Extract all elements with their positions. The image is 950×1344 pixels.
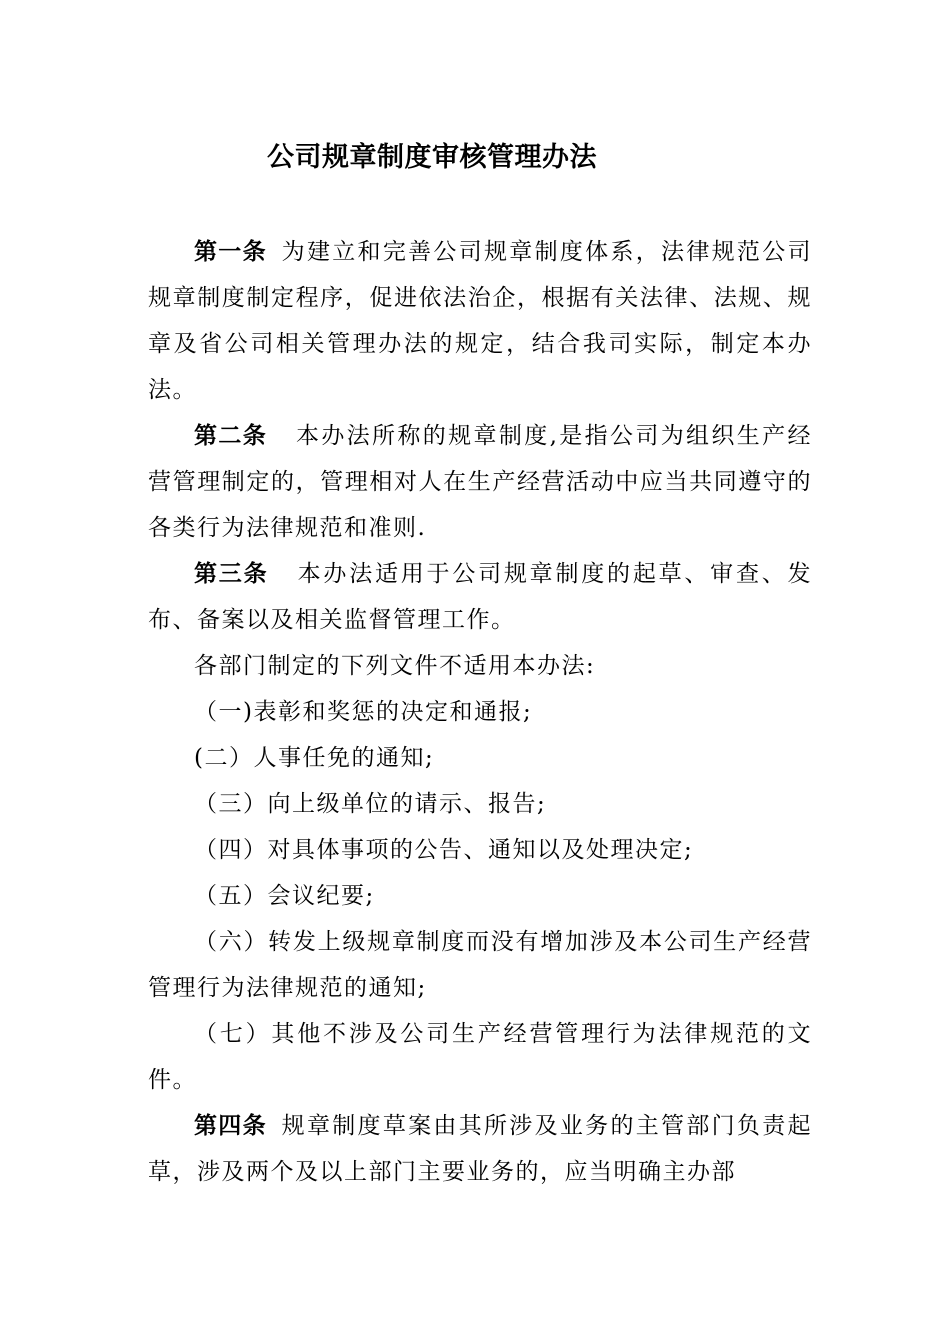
article-number: 第三条: [194, 560, 269, 587]
exclusion-item-3: （三）向上级单位的请示、报告;: [194, 791, 547, 817]
article-1: [148, 229, 812, 413]
article-3: [148, 551, 812, 643]
exclusion-item-4: （四）对具体事项的公告、通知以及处理决定;: [194, 837, 694, 863]
article-number: 第一条: [194, 238, 267, 265]
article-2: [148, 413, 812, 551]
exclusion-item-5: （五）会议纪要;: [194, 883, 375, 909]
document-body: [148, 229, 812, 1195]
document-title: 公司规章制度审核管理办法: [267, 142, 597, 173]
article-text: 本办法所称的规章制度,是指公司为组织生产经营管理制定的，管理相对人在生产经营活动中应当共同遵守的各类行为法律规范和准则.: [148, 423, 813, 541]
article-number: 第二条: [194, 422, 268, 449]
exclusion-item-7: （七）其他不涉及公司生产经营管理行为法律规范的文件。: [148, 1021, 812, 1093]
exclusion-item-2: (二）人事任免的通知;: [194, 745, 435, 771]
exclusion-intro: 各部门制定的下列文件不适用本办法:: [194, 653, 596, 679]
article-text: 为建立和完善公司规章制度体系，法律规范公司规章制度制定程序，促进依法治企，根据有关法律、法规、规章及省公司相关管理办法的规定，结合我司实际，制定本办法。: [148, 239, 812, 403]
article-text: 规章制度草案由其所涉及业务的主管部门负责起草，涉及两个及以上部门主要业务的，应当明确主办部: [148, 1113, 812, 1185]
article-4: [148, 1103, 812, 1195]
article-number: 第四条: [194, 1112, 267, 1139]
exclusion-item-1: （一)表彰和奖惩的决定和通报;: [194, 699, 533, 725]
article-text: 本办法适用于公司规章制度的起草、审查、发布、备案以及相关监督管理工作。: [148, 561, 813, 633]
exclusion-item-6: （六）转发上级规章制度而没有增加涉及本公司生产经营管理行为法律规范的通知;: [148, 929, 812, 1001]
